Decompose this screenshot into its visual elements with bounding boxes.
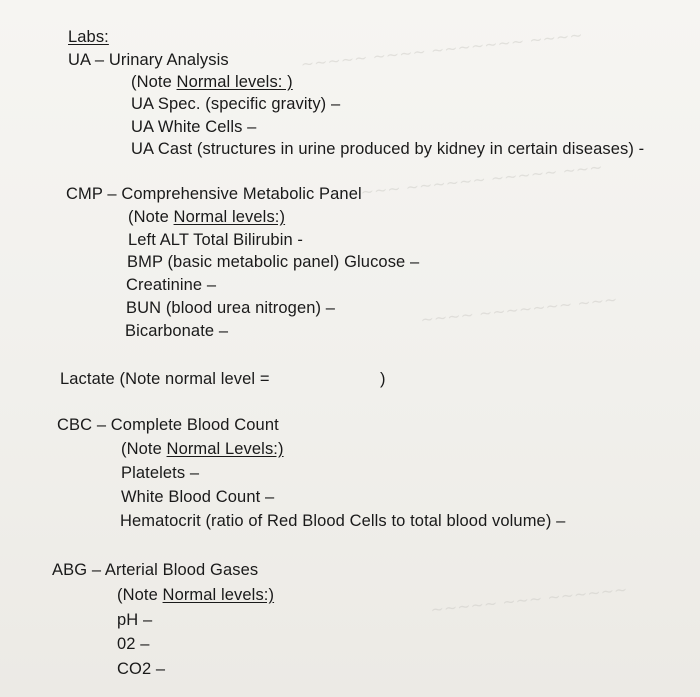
cmp-item-bicarbonate: Bicarbonate – xyxy=(125,322,229,340)
lactate-line: Lactate (Note normal level = xyxy=(60,370,270,388)
cmp-item-alt-bilirubin: Left ALT Total Bilirubin - xyxy=(128,231,304,249)
ua-item-white-cells: UA White Cells – xyxy=(131,118,257,136)
abg-note xyxy=(117,585,274,605)
cmp-title: CMP – Comprehensive Metabolic Panel xyxy=(66,185,362,203)
cbc-item-hematocrit: Hematocrit (ratio of Red Blood Cells to total blood volume) – xyxy=(120,512,566,530)
cmp-item-bun: BUN (blood urea nitrogen) – xyxy=(126,299,336,317)
abg-item-o2: 02 – xyxy=(117,635,150,653)
cbc-item-platelets: Platelets – xyxy=(121,464,200,482)
cbc-item-white-blood-count: White Blood Count – xyxy=(121,488,275,506)
cmp-note xyxy=(128,207,285,227)
cmp-item-creatinine: Creatinine – xyxy=(126,276,217,294)
ua-item-cast: UA Cast (structures in urine produced by kidney in certain diseases) - xyxy=(131,140,645,158)
cmp-item-bmp-glucose: BMP (basic metabolic panel) Glucose – xyxy=(127,253,420,271)
ua-note-normal-levels: Normal levels: ) xyxy=(176,73,293,91)
bleed-through-texture: ~~~~ ~~~~~~~ ~~~ xyxy=(419,289,619,330)
cmp-note-prefix: (Note xyxy=(128,208,174,226)
abg-title: ABG – Arterial Blood Gases xyxy=(52,561,259,579)
abg-note-normal-levels: Normal levels:) xyxy=(162,586,275,604)
bleed-through-texture: ~~~~~ ~~~~ ~~~~~~~ ~~~~ xyxy=(299,25,584,74)
cbc-note xyxy=(121,439,284,459)
lactate-close-paren: ) xyxy=(380,370,386,388)
bleed-through-texture: ~~~ ~~~~~~ ~~~~~ ~~~ xyxy=(359,157,604,202)
labs-heading: Labs: xyxy=(68,28,109,46)
cbc-note-prefix: (Note xyxy=(121,440,167,458)
abg-item-co2: CO2 – xyxy=(117,660,166,678)
ua-note xyxy=(131,72,293,92)
cbc-title: CBC – Complete Blood Count xyxy=(57,416,279,434)
cbc-note-normal-levels: Normal Levels:) xyxy=(166,440,284,458)
ua-note-prefix: (Note xyxy=(131,73,177,91)
cmp-note-normal-levels: Normal levels:) xyxy=(173,208,286,226)
ua-title: UA – Urinary Analysis xyxy=(68,51,229,69)
bleed-through-texture: ~~~~~ ~~~ ~~~~~~ xyxy=(429,579,629,620)
abg-item-ph: pH – xyxy=(117,611,153,629)
ua-item-spec: UA Spec. (specific gravity) – xyxy=(131,95,341,113)
abg-note-prefix: (Note xyxy=(117,586,163,604)
